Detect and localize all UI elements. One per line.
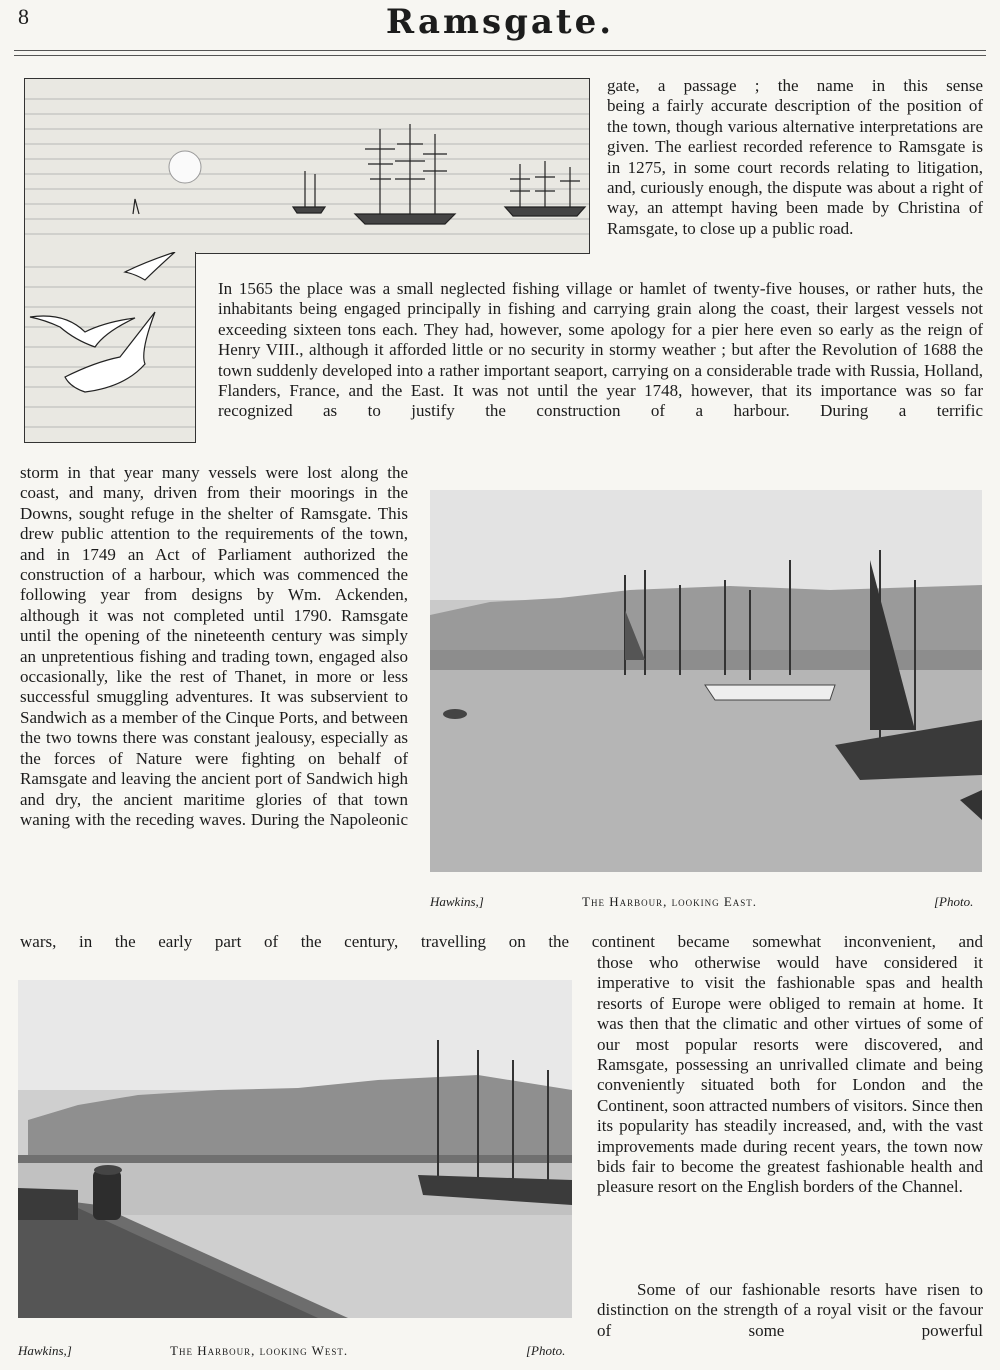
paragraph-1-first-line: gate, a passage ; the name in this sense	[607, 76, 983, 95]
paragraph-4: wars, in the early part of the century, travelling on the continent became somewhat inconvenient, and	[20, 932, 983, 951]
west-credit-right: [Photo.	[526, 1343, 566, 1358]
west-caption: The Harbour, looking West.	[170, 1343, 349, 1358]
east-caption: The Harbour, looking East.	[582, 894, 758, 909]
page-title: Ramsgate.	[385, 2, 615, 42]
gulls-engraving	[24, 252, 196, 443]
paragraph-1: being a fairly accurate description of the position of the town, though various alternative interpretations are given. The earliest recorded reference to Ramsgate is in 1275, in some court records relating to litigation, and, curiously enough, the dispute was about a right of way, an attempt having been made by Christina of Ramsgate, to close up a public road.	[607, 96, 983, 238]
east-credit-left: Hawkins,]	[430, 894, 484, 909]
ships-engraving-top	[24, 78, 590, 254]
harbour-west-photo	[18, 980, 572, 1318]
page-number: 8	[18, 4, 29, 29]
header-rule-top	[14, 50, 986, 51]
paragraph-6: Some of our fashionable resorts have risen to distinction on the strength of a royal visit or the favour of some powerful	[597, 1280, 983, 1340]
west-credit-left: Hawkins,]	[18, 1343, 72, 1358]
east-credit-right: [Photo.	[934, 894, 974, 909]
paragraph-2: In 1565 the place was a small neglected fishing village or hamlet of twenty-five houses, or rather huts, the inhabitants being engaged principally in fishing and carrying grain along the coast, their largest vessels not exceeding sixteen tons each. They had, however, some apology for a pier here even so early as the reign of Henry VIII., although it afforded little or no security in stormy weather ; but after the Revolution of 1688 the town suddenly developed into a rather important seaport, carrying on a considerable trade with Russia, Holland, Flanders, France, and the East. It was not until the year 1748, however, that its importance was so far recognized as to justify the construction of a harbour. During a terrific	[218, 279, 983, 421]
paragraph-3: storm in that year many vessels were lost along the coast, and many, driven from their moorings in the Downs, sought refuge in the shelter of Ramsgate. This drew public attention to the requirements of the town, and in 1749 an Act of Parliament authorized the construction of a harbour, which was commenced the following year from designs by Wm. Ackenden, although it was not completed until 1790. Ramsgate until the opening of the nineteenth century was simply an unpretentious fishing and trading town, engaged also occasionally, like the rest of Thanet, in more or less successful smuggling adventures. It was subservient to Sandwich as a member of the Cinque Ports, and between the two towns there was constant jealousy, especially as the forces of Nature were fighting on behalf of Ramsgate and leaving the ancient port of Sandwich high and dry, the ancient maritime glories of that town waning with the receding waves. During the Napoleonic	[20, 463, 408, 829]
header-rule-bottom	[14, 55, 986, 56]
harbour-east-photo	[430, 490, 982, 872]
paragraph-5: those who otherwise would have considered it imperative to visit the fashionable spas and health resorts of Europe were obliged to remain at home. It was then that the climatic and other virtues of some of our most popular resorts were discovered, and Ramsgate, possessing an unrivalled climate and being conveniently situated both for London and the Continent, soon attracted numbers of visitors. Since then its popularity has steadily increased, and, with the vast improvements made during recent years, the town now bids fair to become the greatest fashionable health and pleasure resort on the English borders of the Channel.	[597, 953, 983, 1197]
